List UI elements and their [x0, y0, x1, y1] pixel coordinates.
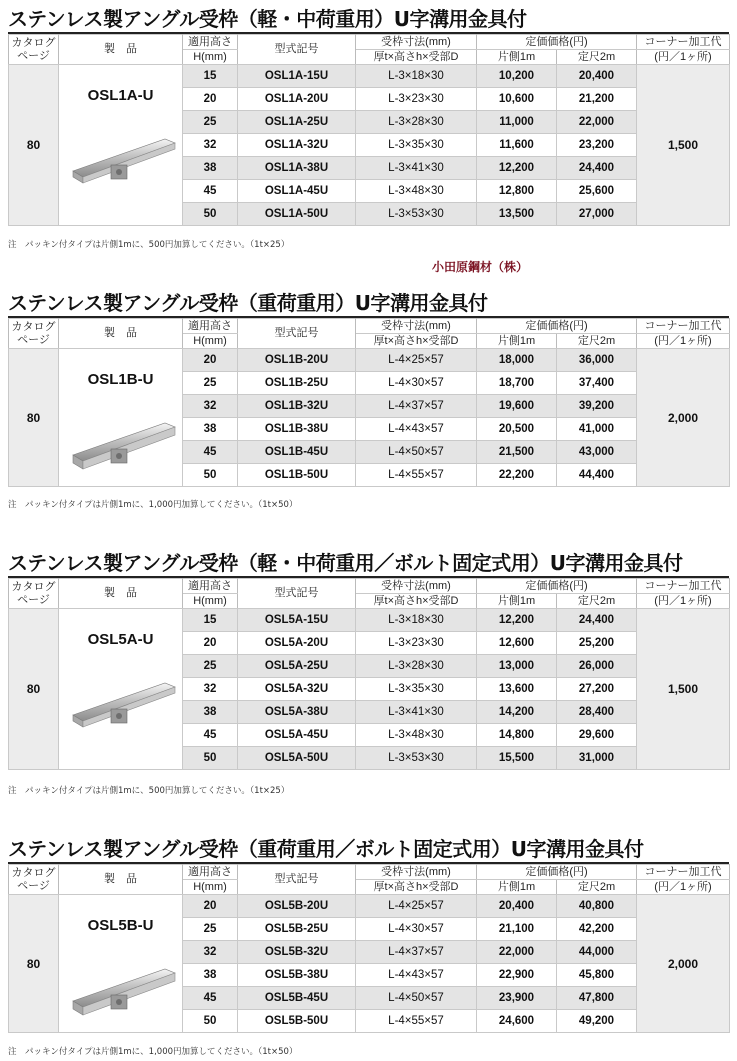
product-image: [69, 669, 179, 739]
height-value: 15: [183, 609, 238, 632]
price-2m: 37,400: [557, 372, 637, 395]
height-value: 32: [183, 941, 238, 964]
price-table-section-osl5b: [8, 836, 729, 1033]
corner-processing-fee: 1,500: [637, 65, 730, 226]
header-dimensions: 受枠寸法(mm): [356, 579, 477, 594]
product-name: OSL1B-U: [87, 371, 154, 388]
frame-dimensions: L-4×25×57: [356, 895, 477, 918]
header-price: 定価価格(円): [477, 865, 637, 880]
price-1m: 10,200: [477, 65, 557, 88]
price-1m: 10,600: [477, 88, 557, 111]
height-value: 45: [183, 441, 238, 464]
product-name: OSL1A-U: [87, 87, 154, 104]
price-2m: 22,000: [557, 111, 637, 134]
section-title: ステンレス製アングル受枠（重荷重用）U字溝用金具付: [8, 290, 729, 318]
price-2m: 44,400: [557, 464, 637, 487]
price-table: [8, 318, 730, 487]
header-corner-unit: (円／1ヶ所): [637, 594, 730, 609]
height-value: 45: [183, 724, 238, 747]
frame-dimensions: L-3×41×30: [356, 157, 477, 180]
price-1m: 15,500: [477, 747, 557, 770]
note-osl1b: 注 パッキン付タイプは片側1mに、1,000円加算してください。（1t×50）: [8, 500, 298, 510]
frame-dimensions: L-3×18×30: [356, 609, 477, 632]
header-dimensions-sub: 厚t×高さh×受部D: [356, 880, 477, 895]
frame-dimensions: L-3×28×30: [356, 655, 477, 678]
header-corner: コーナー加工代: [637, 865, 730, 880]
height-value: 25: [183, 918, 238, 941]
header-height-unit: H(mm): [183, 880, 238, 895]
price-1m: 12,800: [477, 180, 557, 203]
height-value: 25: [183, 655, 238, 678]
price-1m: 21,500: [477, 441, 557, 464]
frame-dimensions: L-4×43×57: [356, 418, 477, 441]
price-2m: 44,000: [557, 941, 637, 964]
model-code: OSL1B-25U: [238, 372, 356, 395]
price-2m: 42,200: [557, 918, 637, 941]
price-1m: 13,500: [477, 203, 557, 226]
frame-dimensions: L-3×48×30: [356, 180, 477, 203]
catalog-page-number: 80: [9, 895, 59, 1033]
model-code: OSL1A-15U: [238, 65, 356, 88]
model-code: OSL1B-32U: [238, 395, 356, 418]
height-value: 50: [183, 747, 238, 770]
model-code: OSL5B-45U: [238, 987, 356, 1010]
model-code: OSL1A-25U: [238, 111, 356, 134]
model-code: OSL1B-20U: [238, 349, 356, 372]
price-2m: 40,800: [557, 895, 637, 918]
model-code: OSL5A-50U: [238, 747, 356, 770]
price-1m: 14,200: [477, 701, 557, 724]
model-code: OSL5A-20U: [238, 632, 356, 655]
price-2m: 41,000: [557, 418, 637, 441]
model-code: OSL1A-20U: [238, 88, 356, 111]
height-value: 38: [183, 418, 238, 441]
product-name: OSL5A-U: [87, 631, 154, 648]
height-value: 45: [183, 987, 238, 1010]
height-value: 45: [183, 180, 238, 203]
header-price: 定価価格(円): [477, 35, 637, 50]
header-price-1m: 片側1m: [477, 594, 557, 609]
height-value: 50: [183, 1010, 238, 1033]
price-1m: 22,000: [477, 941, 557, 964]
header-height: 適用高さ: [183, 865, 238, 880]
model-code: OSL5A-38U: [238, 701, 356, 724]
header-price-1m: 片側1m: [477, 334, 557, 349]
price-2m: 47,800: [557, 987, 637, 1010]
header-product: 製 品: [59, 579, 183, 609]
price-1m: 18,000: [477, 349, 557, 372]
height-value: 25: [183, 111, 238, 134]
price-1m: 18,700: [477, 372, 557, 395]
frame-dimensions: L-3×23×30: [356, 88, 477, 111]
header-corner: コーナー加工代: [637, 35, 730, 50]
header-catalog-page: カタログ ページ: [9, 35, 59, 65]
header-catalog-page: カタログ ページ: [9, 579, 59, 609]
header-corner-unit: (円／1ヶ所): [637, 334, 730, 349]
price-2m: 23,200: [557, 134, 637, 157]
frame-dimensions: L-3×35×30: [356, 678, 477, 701]
frame-dimensions: L-4×30×57: [356, 372, 477, 395]
frame-dimensions: L-4×50×57: [356, 441, 477, 464]
price-1m: 12,600: [477, 632, 557, 655]
product-image: [69, 125, 179, 195]
frame-dimensions: L-4×50×57: [356, 987, 477, 1010]
header-dimensions-sub: 厚t×高さh×受部D: [356, 334, 477, 349]
header-price-2m: 定尺2m: [557, 594, 637, 609]
price-1m: 11,000: [477, 111, 557, 134]
price-table: [8, 34, 730, 226]
price-2m: 20,400: [557, 65, 637, 88]
price-1m: 24,600: [477, 1010, 557, 1033]
price-2m: 25,600: [557, 180, 637, 203]
price-2m: 39,200: [557, 395, 637, 418]
model-code: OSL5B-32U: [238, 941, 356, 964]
header-corner-unit: (円／1ヶ所): [637, 880, 730, 895]
frame-dimensions: L-4×37×57: [356, 395, 477, 418]
frame-dimensions: L-3×53×30: [356, 203, 477, 226]
header-dimensions-sub: 厚t×高さh×受部D: [356, 50, 477, 65]
price-table-section-osl1b: [8, 290, 729, 487]
price-2m: 36,000: [557, 349, 637, 372]
table-row: [9, 895, 730, 918]
header-corner: コーナー加工代: [637, 579, 730, 594]
price-1m: 21,100: [477, 918, 557, 941]
price-1m: 19,600: [477, 395, 557, 418]
frame-dimensions: L-4×43×57: [356, 964, 477, 987]
note-osl5a: 注 パッキン付タイプは片側1mに、500円加算してください。（1t×25）: [8, 786, 290, 796]
frame-dimensions: L-4×37×57: [356, 941, 477, 964]
header-price-2m: 定尺2m: [557, 334, 637, 349]
product-cell: [59, 609, 183, 770]
price-2m: 45,800: [557, 964, 637, 987]
company-name: 小田原鋼材（株）: [432, 260, 529, 274]
header-corner: コーナー加工代: [637, 319, 730, 334]
section-title: ステンレス製アングル受枠（軽・中荷重用）U字溝用金具付: [8, 6, 729, 34]
header-price: 定価価格(円): [477, 319, 637, 334]
price-table: [8, 578, 730, 770]
note-osl5b: 注 パッキン付タイプは片側1mに、1,000円加算してください。（1t×50）: [8, 1047, 298, 1057]
header-catalog-page: カタログ ページ: [9, 865, 59, 895]
price-2m: 43,000: [557, 441, 637, 464]
price-table-section-osl1a: [8, 6, 729, 226]
header-height: 適用高さ: [183, 319, 238, 334]
frame-dimensions: L-3×23×30: [356, 632, 477, 655]
model-code: OSL1B-50U: [238, 464, 356, 487]
model-code: OSL1B-38U: [238, 418, 356, 441]
header-model: 型式記号: [238, 35, 356, 65]
frame-dimensions: L-4×30×57: [356, 918, 477, 941]
price-2m: 24,400: [557, 609, 637, 632]
header-dimensions: 受枠寸法(mm): [356, 865, 477, 880]
header-corner-unit: (円／1ヶ所): [637, 50, 730, 65]
frame-dimensions: L-4×55×57: [356, 464, 477, 487]
table-row: [9, 609, 730, 632]
price-1m: 13,000: [477, 655, 557, 678]
frame-dimensions: L-3×48×30: [356, 724, 477, 747]
price-1m: 20,500: [477, 418, 557, 441]
height-value: 15: [183, 65, 238, 88]
price-2m: 29,600: [557, 724, 637, 747]
height-value: 20: [183, 895, 238, 918]
height-value: 20: [183, 349, 238, 372]
header-height-unit: H(mm): [183, 334, 238, 349]
header-product: 製 品: [59, 319, 183, 349]
header-model: 型式記号: [238, 865, 356, 895]
frame-dimensions: L-3×28×30: [356, 111, 477, 134]
header-catalog-page: カタログ ページ: [9, 319, 59, 349]
header-model: 型式記号: [238, 579, 356, 609]
note-osl1a: 注 パッキン付タイプは片側1mに、500円加算してください。（1t×25）: [8, 240, 290, 250]
height-value: 32: [183, 678, 238, 701]
model-code: OSL5A-25U: [238, 655, 356, 678]
header-price-2m: 定尺2m: [557, 880, 637, 895]
table-row: [9, 349, 730, 372]
height-value: 20: [183, 88, 238, 111]
model-code: OSL5B-38U: [238, 964, 356, 987]
price-2m: 21,200: [557, 88, 637, 111]
price-1m: 20,400: [477, 895, 557, 918]
product-cell: [59, 65, 183, 226]
price-2m: 24,400: [557, 157, 637, 180]
catalog-page-number: 80: [9, 65, 59, 226]
price-2m: 49,200: [557, 1010, 637, 1033]
header-product: 製 品: [59, 35, 183, 65]
price-2m: 28,400: [557, 701, 637, 724]
model-code: OSL1A-50U: [238, 203, 356, 226]
height-value: 25: [183, 372, 238, 395]
header-price-1m: 片側1m: [477, 880, 557, 895]
model-code: OSL5A-15U: [238, 609, 356, 632]
price-2m: 25,200: [557, 632, 637, 655]
model-code: OSL1A-32U: [238, 134, 356, 157]
product-image: [69, 955, 179, 1025]
height-value: 38: [183, 157, 238, 180]
model-code: OSL5B-50U: [238, 1010, 356, 1033]
header-product: 製 品: [59, 865, 183, 895]
frame-dimensions: L-4×55×57: [356, 1010, 477, 1033]
height-value: 20: [183, 632, 238, 655]
frame-dimensions: L-3×18×30: [356, 65, 477, 88]
header-price: 定価価格(円): [477, 579, 637, 594]
header-height-unit: H(mm): [183, 594, 238, 609]
corner-processing-fee: 2,000: [637, 895, 730, 1033]
catalog-page-number: 80: [9, 349, 59, 487]
header-price-1m: 片側1m: [477, 50, 557, 65]
header-height-unit: H(mm): [183, 50, 238, 65]
height-value: 32: [183, 395, 238, 418]
frame-dimensions: L-3×53×30: [356, 747, 477, 770]
price-1m: 12,200: [477, 609, 557, 632]
height-value: 38: [183, 964, 238, 987]
header-price-2m: 定尺2m: [557, 50, 637, 65]
frame-dimensions: L-4×25×57: [356, 349, 477, 372]
model-code: OSL5B-25U: [238, 918, 356, 941]
product-name: OSL5B-U: [87, 917, 154, 934]
header-dimensions: 受枠寸法(mm): [356, 35, 477, 50]
model-code: OSL1B-45U: [238, 441, 356, 464]
price-2m: 31,000: [557, 747, 637, 770]
product-cell: [59, 349, 183, 487]
corner-processing-fee: 1,500: [637, 609, 730, 770]
product-image: [69, 409, 179, 479]
model-code: OSL1A-45U: [238, 180, 356, 203]
header-model: 型式記号: [238, 319, 356, 349]
height-value: 50: [183, 464, 238, 487]
header-height: 適用高さ: [183, 579, 238, 594]
height-value: 38: [183, 701, 238, 724]
model-code: OSL1A-38U: [238, 157, 356, 180]
price-1m: 11,600: [477, 134, 557, 157]
price-1m: 14,800: [477, 724, 557, 747]
price-1m: 12,200: [477, 157, 557, 180]
height-value: 32: [183, 134, 238, 157]
price-2m: 27,000: [557, 203, 637, 226]
price-1m: 22,900: [477, 964, 557, 987]
price-1m: 13,600: [477, 678, 557, 701]
catalog-page-number: 80: [9, 609, 59, 770]
section-title: ステンレス製アングル受枠（重荷重用／ボルト固定式用）U字溝用金具付: [8, 836, 729, 864]
model-code: OSL5B-20U: [238, 895, 356, 918]
product-cell: [59, 895, 183, 1033]
header-dimensions-sub: 厚t×高さh×受部D: [356, 594, 477, 609]
price-1m: 22,200: [477, 464, 557, 487]
model-code: OSL5A-45U: [238, 724, 356, 747]
price-table-section-osl5a: [8, 550, 729, 770]
corner-processing-fee: 2,000: [637, 349, 730, 487]
frame-dimensions: L-3×41×30: [356, 701, 477, 724]
price-1m: 23,900: [477, 987, 557, 1010]
header-dimensions: 受枠寸法(mm): [356, 319, 477, 334]
price-2m: 27,200: [557, 678, 637, 701]
height-value: 50: [183, 203, 238, 226]
model-code: OSL5A-32U: [238, 678, 356, 701]
section-title: ステンレス製アングル受枠（軽・中荷重用／ボルト固定式用）U字溝用金具付: [8, 550, 729, 578]
table-row: [9, 65, 730, 88]
price-table: [8, 864, 730, 1033]
header-height: 適用高さ: [183, 35, 238, 50]
frame-dimensions: L-3×35×30: [356, 134, 477, 157]
price-2m: 26,000: [557, 655, 637, 678]
